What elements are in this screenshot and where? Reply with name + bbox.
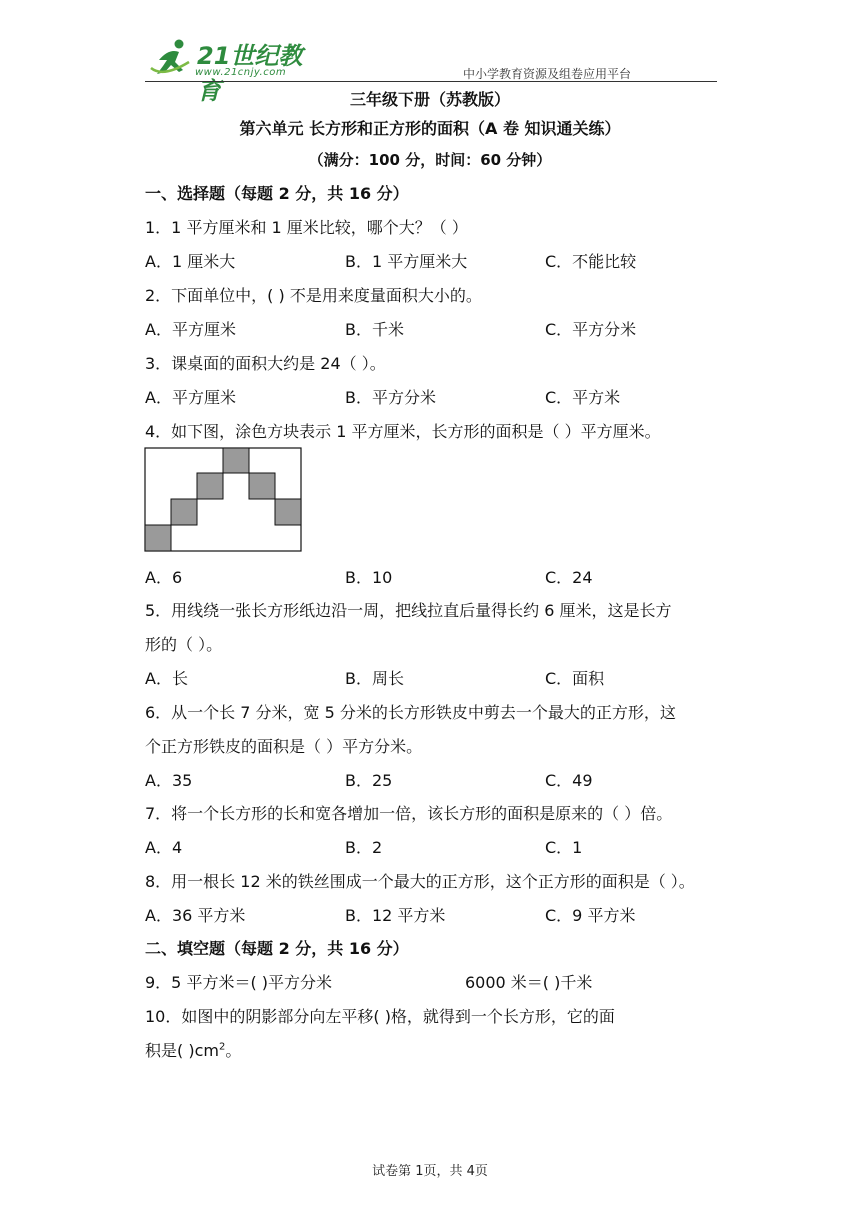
section-choice-title: 一、选择题（每题 2 分，共 16 分） (145, 184, 409, 203)
q7-option-a: A．4 (145, 838, 183, 857)
q8-option-c: C．9 平方米 (545, 906, 636, 925)
q7-option-c: C．1 (545, 838, 583, 857)
q1-option-a: A．1 厘米大 (145, 252, 236, 271)
section-fill-title: 二、填空题（每题 2 分，共 16 分） (145, 939, 409, 958)
runner-icon (149, 38, 195, 80)
question-9-part-1: 9．5 平方米＝( )平方分米 (145, 973, 333, 992)
question-4: 4．如下图，涂色方块表示 1 平方厘米，长方形的面积是（ ）平方厘米。 (145, 422, 661, 441)
question-1: 1．1 平方厘米和 1 厘米比较，哪个大？（ ） (145, 218, 468, 237)
grid-figure (144, 447, 302, 552)
question-6-line-2: 个正方形铁皮的面积是（ ）平方分米。 (145, 737, 423, 756)
shaded-square (171, 499, 197, 525)
question-8: 8．用一根长 12 米的铁丝围成一个最大的正方形，这个正方形的面积是（ ）。 (145, 872, 695, 891)
unit-title: 第六单元 长方形和正方形的面积（A 卷 知识通关练） (239, 119, 621, 138)
q2-option-a: A．平方厘米 (145, 320, 236, 339)
question-10-line-2 (145, 1038, 241, 1061)
q8-option-a: A．36 平方米 (145, 906, 246, 925)
question-2: 2．下面单位中，( ) 不是用来度量面积大小的。 (145, 286, 482, 305)
logo-text: 21世纪教育 (197, 42, 303, 105)
page-footer: 试卷第 1页，共 4页 (372, 1164, 488, 1179)
shaded-square (275, 499, 301, 525)
q4-option-a: A．6 (145, 568, 183, 587)
q5-option-c: C．面积 (545, 669, 605, 688)
grade-title: 三年级下册（苏教版） (349, 90, 510, 109)
q5-option-b: B．周长 (345, 669, 404, 688)
q6-option-b: B．25 (345, 771, 393, 790)
q10-superscript: 2 (218, 1041, 226, 1053)
q4-option-b: B．10 (345, 568, 393, 587)
shaded-square (249, 473, 275, 499)
q7-option-b: B．2 (345, 838, 383, 857)
platform-name: 中小学教育资源及组卷应用平台 (462, 67, 631, 81)
header-divider (145, 81, 717, 82)
q10-text: 积是( )cm (145, 1041, 219, 1060)
q8-option-b: B．12 平方米 (345, 906, 446, 925)
question-5-line-2: 形的（ ）。 (145, 635, 223, 654)
q10-end: 。 (225, 1041, 242, 1060)
question-6-line-1: 6．从一个长 7 分米，宽 5 分米的长方形铁皮中剪去一个最大的正方形，这 (145, 703, 676, 722)
logo-url: www.21cnjy.com (195, 67, 287, 78)
q4-option-c: C．24 (545, 568, 593, 587)
question-3: 3．课桌面的面积大约是 24（ ）。 (145, 354, 386, 373)
question-5-line-1: 5．用线绕一张长方形纸边沿一周，把线拉直后量得长约 6 厘米，这是长方 (145, 601, 672, 620)
shaded-square (223, 448, 249, 473)
q1-option-b: B．1 平方厘米大 (345, 252, 468, 271)
q3-option-b: B．平方分米 (345, 388, 436, 407)
q2-option-c: C．平方分米 (545, 320, 637, 339)
question-10-line-1: 10．如图中的阴影部分向左平移( )格，就得到一个长方形，它的面 (145, 1007, 615, 1026)
site-logo (145, 36, 325, 105)
question-7: 7．将一个长方形的长和宽各增加一倍，该长方形的面积是原来的（ ）倍。 (145, 804, 673, 823)
question-9-part-2: 6000 米＝( )千米 (465, 973, 593, 992)
q2-option-b: B．千米 (345, 320, 404, 339)
shaded-square (145, 525, 171, 551)
q6-option-c: C．49 (545, 771, 593, 790)
q1-option-c: C．不能比较 (545, 252, 637, 271)
q5-option-a: A．长 (145, 669, 188, 688)
shaded-square (197, 473, 223, 499)
q3-option-a: A．平方厘米 (145, 388, 236, 407)
q3-option-c: C．平方米 (545, 388, 621, 407)
q6-option-a: A．35 (145, 771, 193, 790)
exam-meta: （满分：100 分，时间：60 分钟） (308, 151, 552, 169)
